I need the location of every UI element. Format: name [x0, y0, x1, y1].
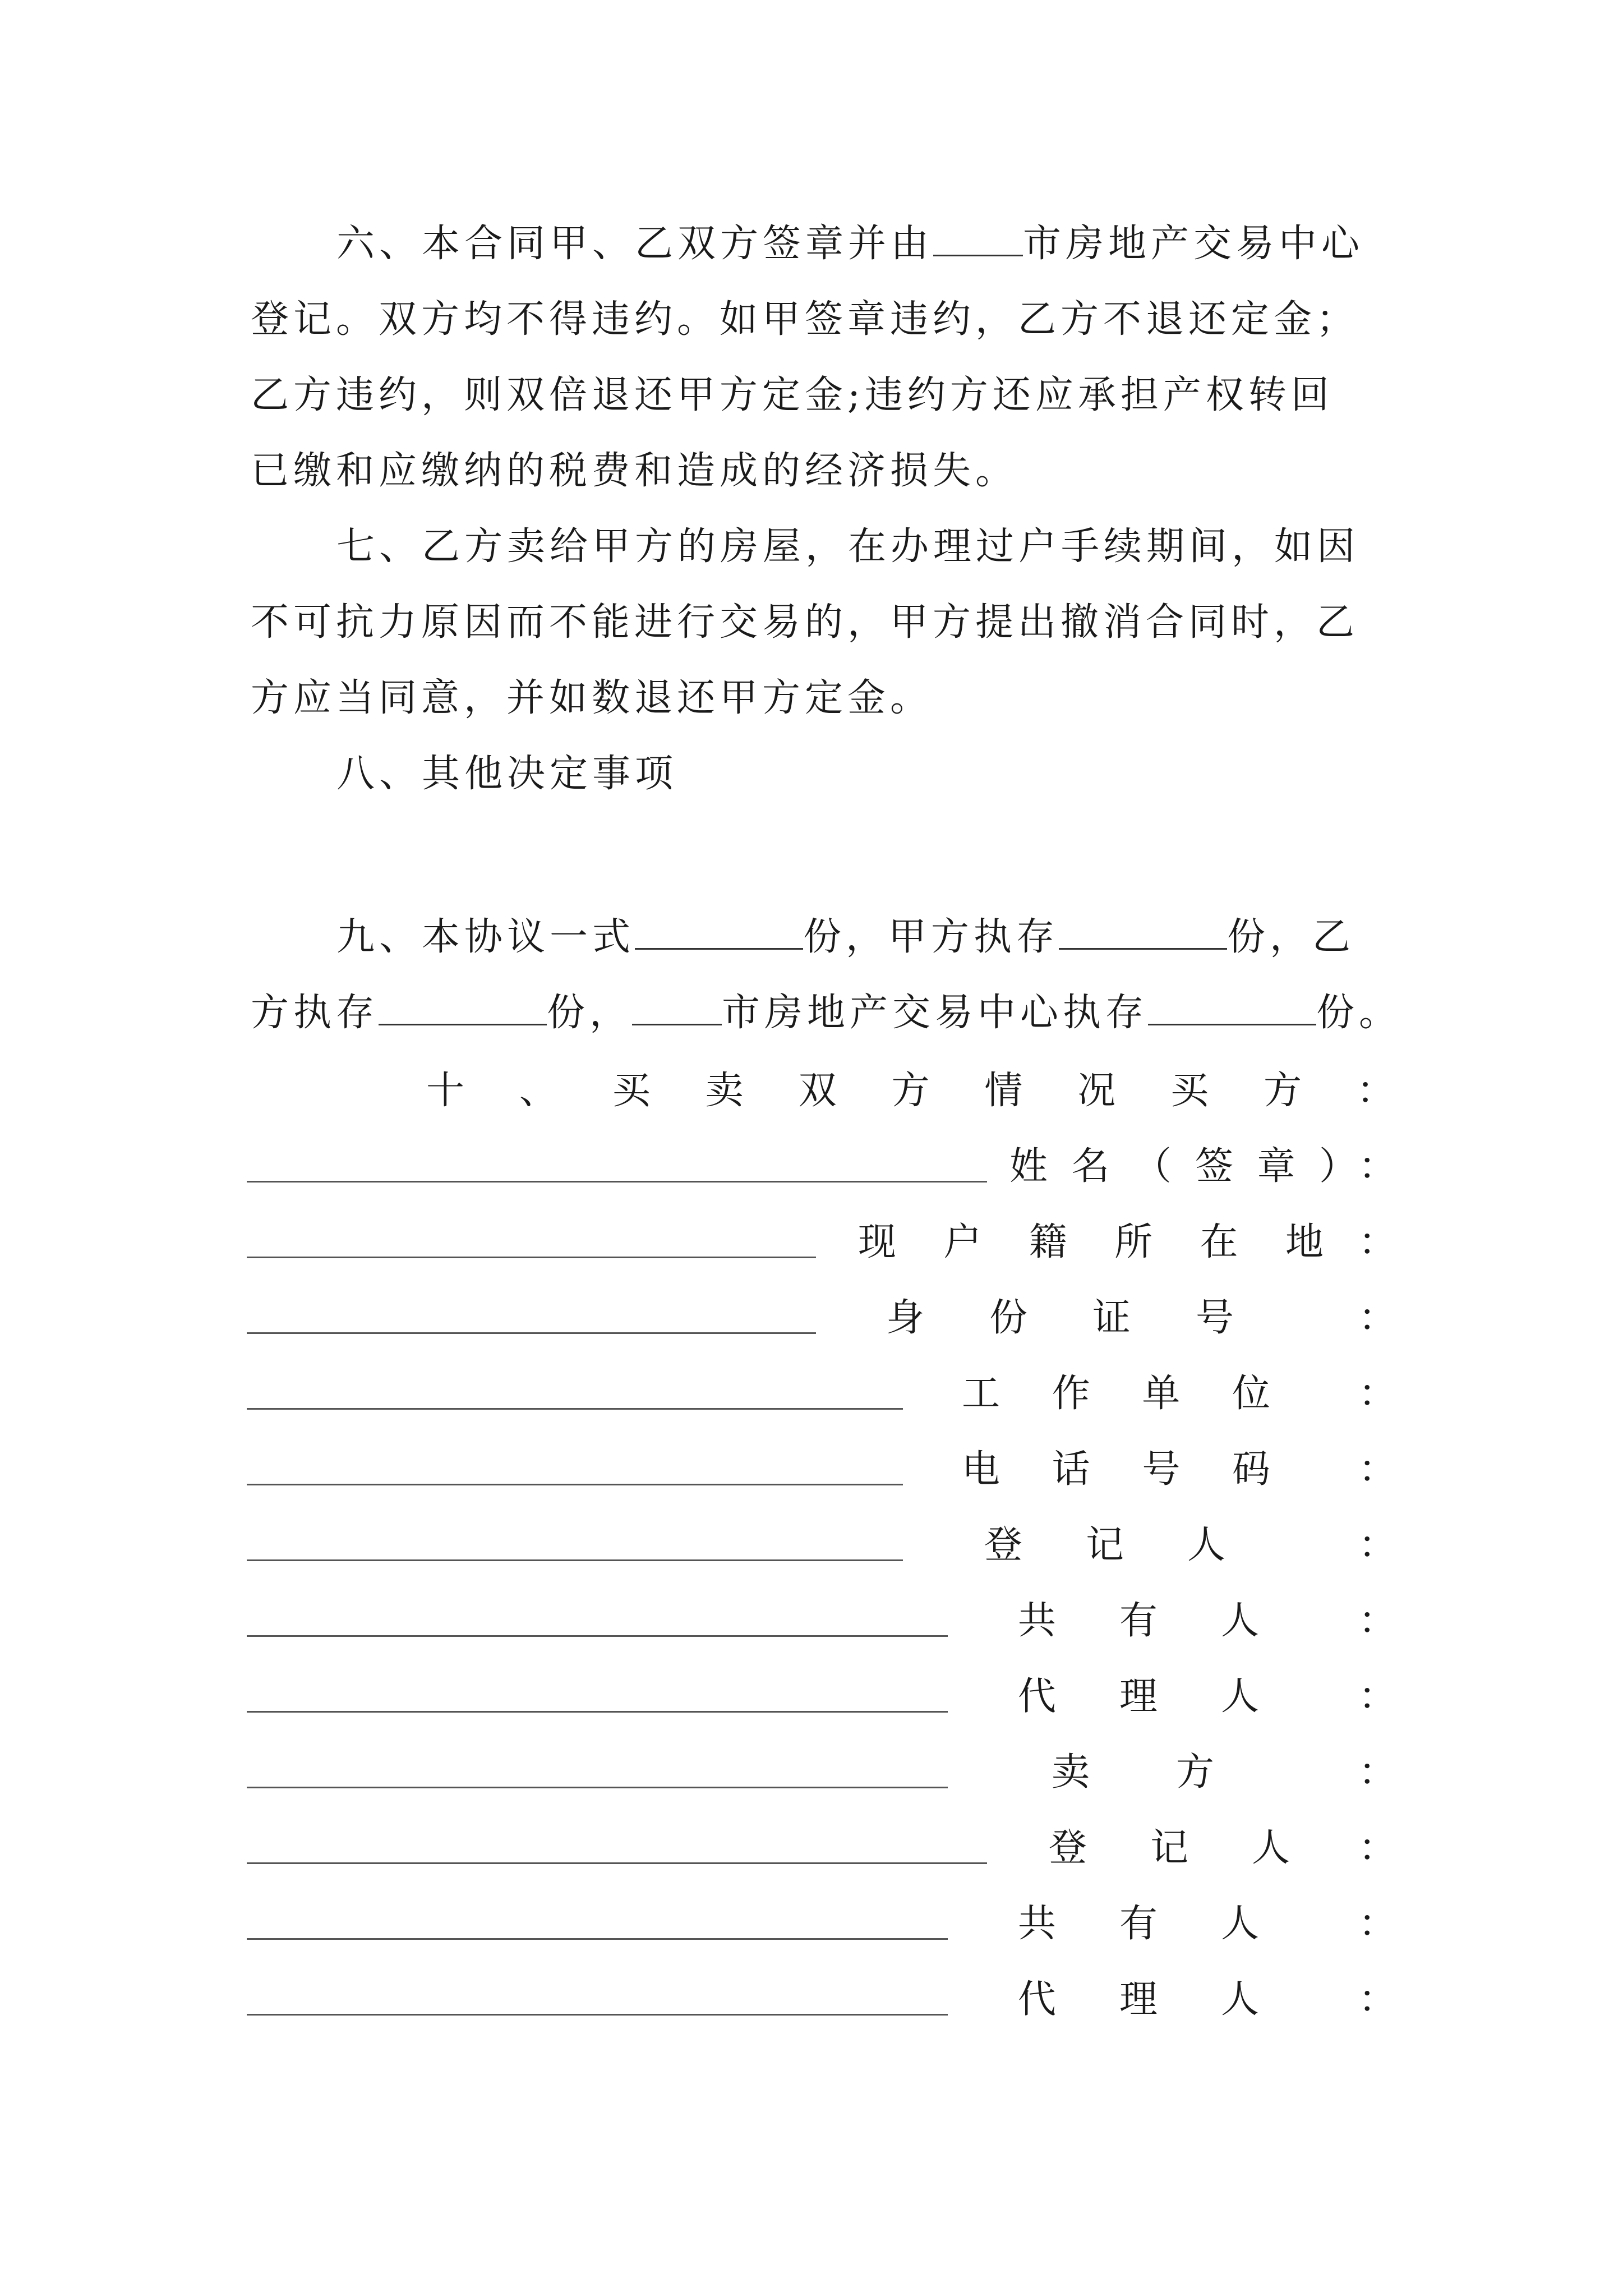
label-char: 户	[943, 1220, 982, 1264]
party-row-colon: ：	[1358, 1977, 1396, 2022]
clause-nine-text-2: 份，甲方执存	[803, 915, 1059, 959]
party-row	[247, 1896, 1396, 1952]
party-a-copies-blank[interactable]	[1059, 909, 1227, 950]
label-char: ）	[1318, 1144, 1357, 1189]
clause-ten-char: 方	[891, 1069, 930, 1113]
label-char: 现	[858, 1220, 897, 1264]
party-row	[247, 1972, 1396, 2028]
fill-in-line[interactable]	[247, 2014, 948, 2016]
clause-ten-heading	[426, 1063, 1395, 1119]
label-char: 在	[1200, 1220, 1238, 1264]
clause-nine-text-6: 市房地产交易中心执存	[722, 991, 1149, 1035]
label-char: 记	[1150, 1826, 1188, 1870]
party-row-label	[1018, 1972, 1259, 2028]
label-char: 人	[1220, 1674, 1259, 1719]
clause-ten-char: 、	[519, 1069, 557, 1113]
fill-in-line[interactable]	[247, 1635, 948, 1637]
party-row-label	[1052, 1745, 1214, 1801]
party-row	[247, 1139, 1396, 1195]
city-blank[interactable]	[933, 215, 1023, 256]
label-char: 人	[1251, 1826, 1290, 1870]
clause-six-line-3: 乙方违约，则双倍退还甲方定金;违约方还应承担产权转回	[251, 373, 1334, 417]
party-row-colon: ：	[1358, 1372, 1396, 1416]
clause-six-line-2: 登记。双方均不得违约。如甲签章违约，乙方不退还定金；	[251, 297, 1359, 342]
party-row-colon: ：	[1358, 1674, 1396, 1719]
clause-eight-line-1: 八、其他决定事项	[336, 752, 678, 796]
party-row-colon: ：	[1358, 1523, 1396, 1567]
clause-six-line-4: 已缴和应缴纳的税费和造成的经济损失。	[251, 449, 1018, 493]
label-char: 登	[984, 1523, 1023, 1567]
party-row-colon: ：	[1358, 1296, 1396, 1340]
party-row-label	[962, 1442, 1270, 1498]
fill-in-line[interactable]	[247, 1711, 948, 1713]
party-row-label	[1009, 1139, 1357, 1195]
clause-six-line-1	[336, 215, 1395, 272]
fill-in-line[interactable]	[247, 1257, 816, 1258]
clause-ten-char: 买	[1170, 1069, 1209, 1113]
clause-nine-text-4: 方执存	[251, 991, 379, 1035]
label-char: 工	[962, 1372, 1000, 1416]
party-row-colon: ：	[1358, 1144, 1396, 1189]
label-char: 理	[1119, 1977, 1158, 2022]
clause-seven-line-3: 方应当同意，并如数退还甲方定金。	[251, 676, 933, 720]
label-char: 名	[1071, 1144, 1110, 1189]
label-char: 姓	[1009, 1144, 1048, 1189]
clause-ten-char: 况	[1077, 1069, 1116, 1113]
clause-nine-text-7: 份。	[1316, 991, 1402, 1035]
clause-ten-char: 双	[798, 1069, 837, 1113]
party-row-colon: ：	[1358, 1447, 1396, 1492]
center-copies-blank[interactable]	[1148, 984, 1316, 1025]
party-row	[247, 1593, 1396, 1649]
party-row-colon: ：	[1358, 1599, 1396, 1643]
label-char: 份	[989, 1296, 1027, 1340]
label-char: 证	[1092, 1296, 1131, 1340]
label-char: 身	[886, 1296, 925, 1340]
label-char: 号	[1195, 1296, 1234, 1340]
label-char: 代	[1018, 1674, 1057, 1719]
clause-six-text-b: 市房地产交易中心	[1023, 222, 1364, 266]
label-char: 单	[1142, 1372, 1181, 1416]
party-row-label	[984, 1517, 1225, 1573]
clause-ten-char: 十	[426, 1069, 465, 1113]
fill-in-line[interactable]	[247, 1938, 948, 1940]
label-char: 码	[1232, 1447, 1270, 1492]
party-b-copies-blank[interactable]	[379, 984, 547, 1025]
fill-in-line[interactable]	[247, 1332, 816, 1334]
label-char: 话	[1052, 1447, 1090, 1492]
label-char: 位	[1232, 1372, 1270, 1416]
party-row	[247, 1517, 1396, 1573]
label-char: 签	[1195, 1144, 1234, 1189]
party-row-label	[1018, 1593, 1259, 1649]
party-row	[247, 1366, 1396, 1422]
label-char: 有	[1119, 1902, 1158, 1946]
label-char: 人	[1187, 1523, 1225, 1567]
label-char: 共	[1018, 1902, 1057, 1946]
label-char: 电	[962, 1447, 1000, 1492]
party-row-colon: ：	[1358, 1750, 1396, 1795]
party-row-colon: ：	[1358, 1220, 1396, 1264]
clause-ten-colon: ：	[1356, 1069, 1395, 1113]
clause-ten-char: 方	[1264, 1069, 1302, 1113]
fill-in-line[interactable]	[247, 1559, 903, 1561]
label-char: 章	[1257, 1144, 1295, 1189]
label-char: 卖	[1052, 1750, 1090, 1795]
city-blank-2[interactable]	[632, 984, 722, 1025]
party-row-label	[1018, 1669, 1259, 1725]
party-row-label	[1018, 1896, 1259, 1952]
clause-ten-char: 卖	[705, 1069, 744, 1113]
party-row	[247, 1669, 1396, 1725]
party-row	[247, 1820, 1396, 1876]
party-row-label	[1049, 1820, 1290, 1876]
party-row-label	[962, 1366, 1270, 1422]
label-char: （	[1133, 1144, 1172, 1189]
party-row	[247, 1442, 1396, 1498]
clause-seven-line-2: 不可抗力原因而不能进行交易的，甲方提出撤消合同时，乙	[251, 600, 1359, 645]
label-char: 有	[1119, 1599, 1158, 1643]
label-char: 地	[1285, 1220, 1324, 1264]
clause-nine-text-5: 份，	[547, 991, 633, 1035]
label-char: 人	[1220, 1977, 1259, 2022]
fill-in-line[interactable]	[247, 1787, 948, 1788]
label-char: 籍	[1029, 1220, 1067, 1264]
clause-nine-text-1: 九、本协议一式	[336, 915, 635, 959]
label-char: 代	[1018, 1977, 1057, 2022]
clause-ten-char: 情	[984, 1069, 1023, 1113]
label-char: 作	[1052, 1372, 1090, 1416]
total-copies-blank[interactable]	[635, 909, 803, 950]
label-char: 记	[1085, 1523, 1124, 1567]
label-char: 人	[1220, 1902, 1259, 1946]
label-char: 登	[1049, 1826, 1087, 1870]
clause-nine-line-2	[251, 984, 1402, 1041]
party-row	[247, 1290, 1396, 1346]
fill-in-line[interactable]	[247, 1181, 987, 1182]
party-row-colon: ：	[1358, 1826, 1396, 1870]
clause-six-text-a: 六、本合同甲、乙双方签章并由	[336, 222, 934, 266]
party-row-label	[858, 1214, 1324, 1271]
clause-seven-line-1: 七、乙方卖给甲方的房屋，在办理过户手续期间，如因	[336, 524, 1360, 569]
fill-in-line[interactable]	[247, 1408, 903, 1410]
clause-nine-text-3: 份，乙	[1227, 915, 1355, 959]
label-char: 方	[1175, 1750, 1214, 1795]
label-char: 所	[1114, 1220, 1153, 1264]
clause-ten-char: 买	[612, 1069, 651, 1113]
fill-in-line[interactable]	[247, 1862, 987, 1864]
label-char: 共	[1018, 1599, 1057, 1643]
label-char: 号	[1142, 1447, 1181, 1492]
party-row	[247, 1214, 1396, 1271]
party-row	[247, 1745, 1396, 1801]
label-char: 人	[1220, 1599, 1259, 1643]
clause-nine-line-1	[336, 909, 1395, 965]
fill-in-line[interactable]	[247, 1484, 903, 1485]
label-char: 理	[1119, 1674, 1158, 1719]
party-row-label	[886, 1290, 1234, 1346]
party-row-colon: ：	[1358, 1902, 1396, 1946]
